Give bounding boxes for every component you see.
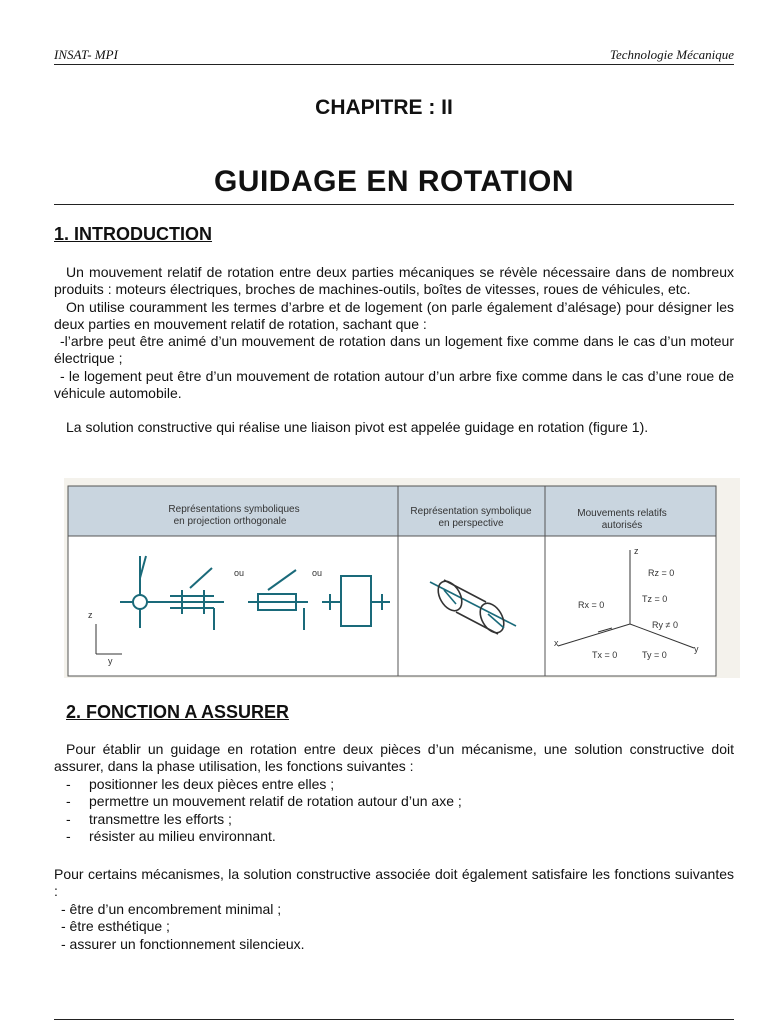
axis-y-label: y [108,656,113,666]
figure-col1-header-line1: Représentations symboliques [168,504,300,515]
page-title: GUIDAGE EN ROTATION [213,165,575,198]
page-header [54,44,734,65]
list-dash: - [66,793,71,810]
rotation-x-label: Rx = 0 [578,600,605,610]
motion-axis-z: z [634,546,639,556]
rotation-y-label: Ry ≠ 0 [652,620,678,630]
list-item-text: résister au milieu environnant. [89,827,276,844]
intro-paragraph-1: Un mouvement relatif de rotation entre deux parties mécaniques se révèle nécessaire dans de nombreux produits : moteurs électriques, broches de machines-outils, boîtes de vitesses, roues de véhicules, etc. [54,264,734,298]
list-item [54,811,734,828]
figure-body-area [68,536,716,676]
section-1-body [54,264,734,437]
figure-col2-header-line2: en perspective [438,518,504,529]
list-item-text: positionner les deux pièces entre elles ; [89,776,335,792]
list-item-text: permettre un mouvement relatif de rotation autour d’un axe ; [89,793,462,810]
translation-x-label: Tx = 0 [592,650,618,660]
or-label-1: ou [234,568,245,578]
optional-function-list [54,901,734,953]
optional-functions-paragraph: Pour certains mécanismes, la solution constructive associée doit également satisfaire les fonctions suivantes : [54,866,734,900]
motion-axis-x: x [554,638,559,648]
section-2-heading: 2. FONCTION A ASSURER [66,702,290,722]
function-intro-paragraph: Pour établir un guidage en rotation entre deux pièces d’un mécanisme, une solution constructive doit assurer, dans la phase utilisation, les fonctions suivantes : [54,741,734,775]
title-block [54,164,734,205]
list-dash: - [66,827,71,844]
header-course: Technologie Mécanique [609,47,734,62]
section-2-intro [54,741,734,776]
section-2-optional-intro [54,866,734,901]
intro-paragraph-3: -l’arbre peut être animé d’un mouvement de rotation dans un logement fixe comme dans le cas d’un moteur électrique ; [54,333,734,367]
motion-axis-y: y [694,644,699,654]
function-list [54,776,734,845]
list-item [54,793,734,810]
section-1-heading: 1. INTRODUCTION [54,224,213,244]
figure-col2-header-line1: Représentation symbolique [410,506,532,517]
header-institution: INSAT- MPI [54,47,118,62]
intro-paragraph-2: On utilise couramment les termes d’arbre et de logement (on parle également d’alésage) pour désigner les deux parties en mouvement relatif de rotation, sachant que : [54,298,734,332]
translation-y-label: Ty = 0 [642,650,667,660]
figure-1 [64,478,740,678]
axis-z-label: z [88,610,93,620]
list-dash: - [66,776,71,792]
figure-col3-header-line1: Mouvements relatifs [577,508,667,519]
footer-rule [54,1019,734,1020]
figure-col1-header-line2: en projection orthogonale [173,516,287,527]
chapter-label: CHAPITRE : II [315,96,453,119]
rotation-z-label: Rz = 0 [648,568,675,578]
figure-1-diagram [64,478,740,678]
intro-paragraph-4: - le logement peut être d’un mouvement de rotation autour d’un arbre fixe comme dans le cas d’une roue de véhicule automobile. [54,367,734,402]
list-item: - être d’un encombrement minimal ; [61,901,282,917]
list-item: - être esthétique ; [61,918,170,935]
translation-z-label: Tz = 0 [642,594,668,604]
list-item: - assurer un fonctionnement silencieux. [61,935,305,952]
list-item-text: transmettre les efforts ; [89,810,232,827]
list-item [54,776,734,793]
or-label-2: ou [312,568,323,578]
intro-paragraph-5: La solution constructive qui réalise une liaison pivot est appelée guidage en rotation (figure 1). [66,419,649,436]
figure-col3-header-line2: autorisés [601,520,643,531]
list-dash: - [66,810,71,827]
list-item [54,828,734,845]
